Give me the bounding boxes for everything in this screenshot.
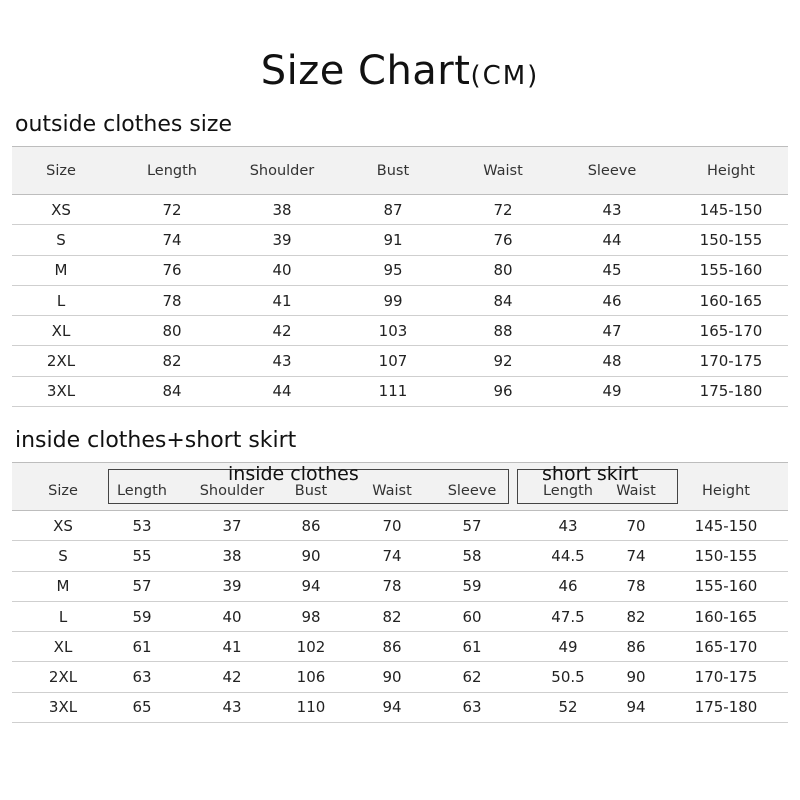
table-cell: 94 xyxy=(626,698,646,717)
table-cell: 44.5 xyxy=(551,546,585,565)
table-cell: 86 xyxy=(382,637,402,656)
table-cell: 74 xyxy=(382,546,402,565)
table-cell: 94 xyxy=(382,698,402,717)
table-cell: 170-175 xyxy=(694,668,758,687)
table-cell: 47.5 xyxy=(551,607,585,626)
table-cell: 3XL xyxy=(46,382,76,401)
table-cell: 59 xyxy=(462,577,482,596)
table-cell: 103 xyxy=(378,321,408,340)
table-row xyxy=(12,572,788,602)
table-cell: 40 xyxy=(272,261,292,280)
table-cell: 61 xyxy=(132,637,152,656)
table-cell: 90 xyxy=(626,668,646,687)
table-cell: 106 xyxy=(296,668,326,687)
table-row xyxy=(12,541,788,571)
short-skirt-group-label: short skirt xyxy=(542,463,639,485)
table-cell: 86 xyxy=(626,637,646,656)
table-cell: 76 xyxy=(162,261,182,280)
table-cell: 46 xyxy=(602,291,622,310)
table-cell: 57 xyxy=(462,516,482,535)
table-row xyxy=(12,346,788,376)
table-cell: 76 xyxy=(493,230,513,249)
table-cell: 2XL xyxy=(48,668,78,687)
table-cell: 90 xyxy=(301,546,321,565)
inside-section-title: inside clothes+short skirt xyxy=(15,428,297,453)
outside-size-table xyxy=(12,146,788,407)
table-cell: 42 xyxy=(222,668,242,687)
table-row xyxy=(12,632,788,662)
table-cell: 84 xyxy=(162,382,182,401)
table-cell: 150-155 xyxy=(694,546,758,565)
table-cell: 49 xyxy=(602,382,622,401)
table-cell: 52 xyxy=(558,698,578,717)
table-cell: 43 xyxy=(558,516,578,535)
table-cell: 39 xyxy=(222,577,242,596)
table-cell: XL xyxy=(51,321,71,340)
table-cell: 92 xyxy=(493,352,513,371)
table-cell: L xyxy=(56,291,66,310)
table-cell: 47 xyxy=(602,321,622,340)
table-cell: 46 xyxy=(558,577,578,596)
table-cell: 90 xyxy=(382,668,402,687)
table-cell: 98 xyxy=(301,607,321,626)
table-cell: 44 xyxy=(272,382,292,401)
table-cell: XL xyxy=(53,637,73,656)
inside-header-cell: Shoulder xyxy=(199,483,265,499)
inside-header-cell: Sleeve xyxy=(447,483,497,499)
inside-header-cell: Bust xyxy=(294,483,328,499)
inside-header-cell: Height xyxy=(702,483,750,499)
table-cell: 95 xyxy=(383,261,403,280)
table-cell: 78 xyxy=(382,577,402,596)
table-row xyxy=(12,225,788,255)
outside-section-title: outside clothes size xyxy=(15,112,232,137)
table-cell: 86 xyxy=(301,516,321,535)
outside-table-header xyxy=(12,146,788,195)
table-cell: 165-170 xyxy=(699,321,763,340)
table-row xyxy=(12,377,788,407)
inside-header-cell: Waist xyxy=(616,483,656,499)
table-cell: 102 xyxy=(296,637,326,656)
table-cell: 160-165 xyxy=(694,607,758,626)
table-cell: M xyxy=(56,577,70,596)
outside-header-cell: Height xyxy=(707,163,755,179)
table-cell: 48 xyxy=(602,352,622,371)
table-cell: 87 xyxy=(383,200,403,219)
table-row xyxy=(12,316,788,346)
table-cell: 65 xyxy=(132,698,152,717)
table-cell: 107 xyxy=(378,352,408,371)
table-cell: 40 xyxy=(222,607,242,626)
table-cell: 59 xyxy=(132,607,152,626)
table-cell: 63 xyxy=(132,668,152,687)
table-row xyxy=(12,662,788,692)
inside-header-cell: Length xyxy=(116,483,167,499)
outside-header-cell: Shoulder xyxy=(249,163,315,179)
table-cell: 53 xyxy=(132,516,152,535)
table-cell: 80 xyxy=(493,261,513,280)
table-cell: 78 xyxy=(626,577,646,596)
table-cell: 63 xyxy=(462,698,482,717)
table-cell: 43 xyxy=(222,698,242,717)
table-cell: 58 xyxy=(462,546,482,565)
table-cell: 74 xyxy=(162,230,182,249)
table-cell: 41 xyxy=(272,291,292,310)
table-cell: 82 xyxy=(162,352,182,371)
table-cell: 145-150 xyxy=(699,200,763,219)
table-row xyxy=(12,195,788,225)
table-cell: 99 xyxy=(383,291,403,310)
inside-clothes-group-label: inside clothes xyxy=(228,463,359,485)
inside-header-cell: Length xyxy=(542,483,593,499)
table-cell: 38 xyxy=(222,546,242,565)
table-cell: M xyxy=(54,261,68,280)
table-cell: 82 xyxy=(626,607,646,626)
table-cell: 44 xyxy=(602,230,622,249)
outside-table-body xyxy=(12,195,788,407)
outside-header-cell: Sleeve xyxy=(587,163,637,179)
table-cell: 170-175 xyxy=(699,352,763,371)
table-cell: 39 xyxy=(272,230,292,249)
table-cell: 91 xyxy=(383,230,403,249)
table-cell: 150-155 xyxy=(699,230,763,249)
table-cell: 110 xyxy=(296,698,326,717)
table-cell: 3XL xyxy=(48,698,78,717)
outside-header-cell: Length xyxy=(146,163,197,179)
table-cell: 70 xyxy=(382,516,402,535)
table-cell: 70 xyxy=(626,516,646,535)
table-cell: XS xyxy=(51,200,71,219)
table-cell: 61 xyxy=(462,637,482,656)
table-cell: 55 xyxy=(132,546,152,565)
table-row xyxy=(12,602,788,632)
table-cell: 45 xyxy=(602,261,622,280)
table-cell: 94 xyxy=(301,577,321,596)
table-row xyxy=(12,256,788,286)
table-cell: 50.5 xyxy=(551,668,585,687)
table-cell: 42 xyxy=(272,321,292,340)
table-cell: 175-180 xyxy=(694,698,758,717)
table-cell: 155-160 xyxy=(699,261,763,280)
table-cell: 49 xyxy=(558,637,578,656)
table-cell: 38 xyxy=(272,200,292,219)
table-cell: 43 xyxy=(272,352,292,371)
page-title-text: Size Chart xyxy=(260,48,471,94)
inside-header-cell: Size xyxy=(48,483,78,499)
table-cell: 37 xyxy=(222,516,242,535)
table-cell: 82 xyxy=(382,607,402,626)
table-cell: 57 xyxy=(132,577,152,596)
page-title xyxy=(0,48,800,94)
table-cell: 72 xyxy=(162,200,182,219)
table-cell: 2XL xyxy=(46,352,76,371)
table-cell: 165-170 xyxy=(694,637,758,656)
page-title-unit: (CM) xyxy=(470,61,540,91)
inside-table-body xyxy=(12,511,788,723)
table-cell: L xyxy=(58,607,68,626)
table-cell: 84 xyxy=(493,291,513,310)
table-cell: 60 xyxy=(462,607,482,626)
table-cell: S xyxy=(58,546,68,565)
table-cell: XS xyxy=(53,516,73,535)
table-row xyxy=(12,286,788,316)
table-cell: 88 xyxy=(493,321,513,340)
table-cell: 145-150 xyxy=(694,516,758,535)
table-cell: 175-180 xyxy=(699,382,763,401)
table-cell: 41 xyxy=(222,637,242,656)
table-row xyxy=(12,511,788,541)
inside-header-cell: Waist xyxy=(372,483,412,499)
table-cell: 80 xyxy=(162,321,182,340)
table-cell: 96 xyxy=(493,382,513,401)
table-row xyxy=(12,693,788,723)
table-cell: 78 xyxy=(162,291,182,310)
table-cell: 74 xyxy=(626,546,646,565)
table-cell: 160-165 xyxy=(699,291,763,310)
inside-table-header xyxy=(12,462,788,511)
table-cell: 62 xyxy=(462,668,482,687)
table-cell: S xyxy=(56,230,66,249)
table-cell: 43 xyxy=(602,200,622,219)
outside-header-cell: Size xyxy=(46,163,76,179)
table-cell: 72 xyxy=(493,200,513,219)
table-cell: 111 xyxy=(378,382,408,401)
table-cell: 155-160 xyxy=(694,577,758,596)
outside-header-cell: Waist xyxy=(483,163,523,179)
inside-size-table xyxy=(12,462,788,723)
outside-header-cell: Bust xyxy=(376,163,410,179)
